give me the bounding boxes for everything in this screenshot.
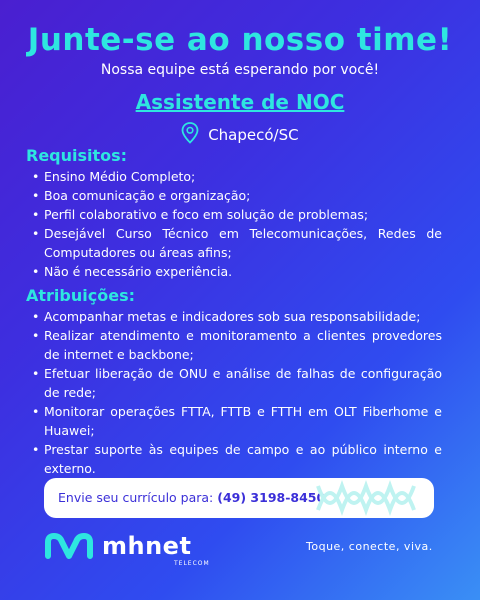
- duties-title: Atribuições:: [26, 286, 135, 305]
- list-item: • Prestar suporte às equipes de campo e ao público interno e externo.: [44, 440, 442, 478]
- requirements-section: [22, 146, 442, 281]
- headline: Junte-se ao nosso time!: [27, 22, 453, 58]
- job-title: Assistente de NOC: [135, 90, 345, 114]
- list-item: • Realizar atendimento e monitoramento a clientes provedores de internet e backbone;: [44, 326, 442, 364]
- cta-text: [58, 490, 325, 505]
- list-item: • Acompanhar metas e indicadores sob sua responsabilidade;: [44, 307, 442, 326]
- cta-label: Envie seu currículo para:: [58, 490, 218, 505]
- slogan: Toque, conecte, viva.: [306, 540, 433, 553]
- brand-subtitle: TELECOM: [174, 560, 210, 567]
- requirements-list: [22, 167, 442, 281]
- phone-number[interactable]: (49) 3198-8450: [217, 490, 326, 505]
- mhnet-logo-icon: [44, 532, 94, 564]
- subheadline: Nossa equipe está esperando por você!: [100, 62, 380, 78]
- list-item: • Perfil colaborativo e foco em solução de problemas;: [44, 205, 442, 224]
- brand-name: mhnet: [102, 532, 192, 560]
- requirements-title: Requisitos:: [26, 146, 128, 165]
- wave-pattern-icon: [314, 480, 426, 518]
- list-item: • Ensino Médio Completo;: [44, 167, 442, 186]
- list-item: • Monitorar operações FTTA, FTTB e FTTH em OLT Fiberhome e Huawei;: [44, 402, 442, 440]
- location-pin-icon: [181, 122, 199, 148]
- list-item: • Efetuar liberação de ONU e análise de falhas de configuração de rede;: [44, 364, 442, 402]
- location-text: Chapecó/SC: [208, 126, 299, 144]
- list-item: • Desejável Curso Técnico em Telecomunicações, Redes de Computadores ou áreas afins;: [44, 224, 442, 262]
- resume-cta-box[interactable]: [44, 478, 434, 518]
- brand-logo: [44, 530, 214, 570]
- duties-section: [22, 286, 442, 478]
- location: [0, 122, 480, 148]
- list-item: • Boa comunicação e organização;: [44, 186, 442, 205]
- duties-list: [22, 307, 442, 478]
- list-item: • Não é necessário experiência.: [44, 262, 442, 281]
